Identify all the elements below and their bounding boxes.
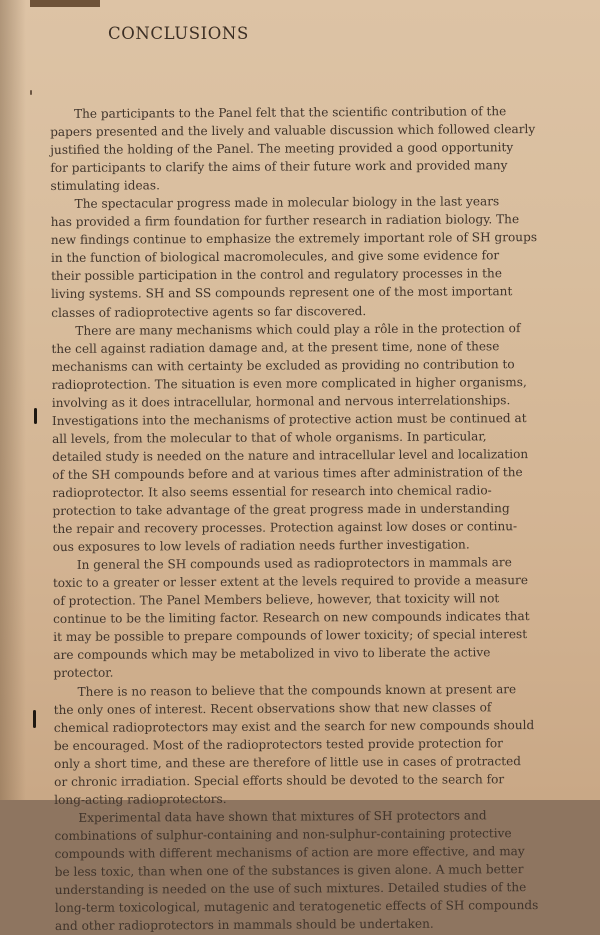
text-line: There are many mechanisms which could play a rôle in the protection of	[75, 320, 521, 338]
text-line: only a short time, and these are therefore of little use in cases of protracted	[53, 753, 522, 771]
text-line: or chronic irradiation. Special efforts should be devoted to the search for	[54, 771, 505, 789]
text-line: stimulating ideas.	[50, 178, 160, 194]
text-line: of the SH compounds before and at various times after administration of the	[52, 465, 523, 482]
paragraph	[50, 102, 576, 195]
text-line: the repair and recovery processes. Protection against low doses or continu-	[52, 519, 518, 537]
text-line: papers presented and the lively and valuable discussion which followed clearly	[50, 122, 536, 140]
text-line: understanding is needed on the use of such mixtures. Detailed studies of the	[54, 880, 527, 898]
page-corner-edge	[30, 0, 100, 7]
text-line: justified the holding of the Panel. The meeting provided a good opportunity	[50, 140, 514, 158]
margin-tick-mark	[30, 90, 32, 95]
text-line: are compounds which may be metabolized in vivo to liberate the active	[53, 645, 491, 663]
text-line: involving as it does intracellular, hormonal and nervous interrelationships.	[51, 392, 511, 410]
text-line: the cell against radiation damage and, at the present time, none of these	[51, 338, 500, 356]
text-line: and other radioprotectors in mammals should be undertaken.	[54, 916, 434, 934]
text-line: In general the SH compounds used as radioprotectors in mammals are	[76, 555, 512, 573]
text-line: compounds with different mechanisms of action are more effective, and may	[54, 844, 525, 861]
text-line: detailed study is needed on the nature and intracellular level and localization	[52, 446, 529, 464]
text-line: for participants to clarify the aims of their future work and provided many	[50, 158, 508, 176]
paragraph	[53, 553, 579, 683]
text-line: be less toxic, than when one of the substances is given alone. A much better	[54, 862, 524, 879]
page-binding-shadow	[0, 0, 26, 800]
text-line: combinations of sulphur-containing and non-sulphur-containing protective	[54, 826, 512, 843]
text-line: the only ones of interest. Recent observations show that new classes of	[53, 699, 492, 717]
text-line: has provided a firm foundation for further research in radiation biology. The	[50, 212, 520, 230]
text-line: long-term toxicological, mutagenic and teratogenetic effects of SH compounds	[54, 898, 539, 916]
text-line: The spectacular progress made in molecular biology in the last years	[74, 194, 500, 212]
text-line: it may be possible to prepare compounds of lower toxicity; of special interest	[53, 627, 528, 645]
paragraph	[54, 806, 580, 935]
text-line: new findings continue to emphasize the extremely important role of SH groups	[50, 230, 538, 248]
text-line: Experimental data have shown that mixtures of SH protectors and	[78, 808, 487, 825]
text-line: ous exposures to low levels of radiation needs further investigation.	[52, 537, 470, 555]
text-line: long-acting radioprotectors.	[54, 791, 227, 807]
text-line: chemical radioprotectors may exist and the search for new compounds should	[53, 717, 535, 735]
text-line: in the function of biological macromolecules, and give some evidence for	[50, 248, 500, 266]
text-line: protection to take advantage of the great progress made in understanding	[52, 501, 510, 519]
section-heading: CONCLUSIONS	[108, 24, 249, 43]
text-line: Investigations into the mechanisms of protective action must be continued at	[51, 410, 527, 428]
paragraph	[54, 679, 580, 809]
text-line: continue to be the limiting factor. Research on new compounds indicates that	[53, 609, 530, 627]
text-line: all levels, from the molecular to that of whole organisms. In particular,	[51, 429, 487, 446]
paragraph	[51, 318, 577, 556]
text-line: their possible participation in the control and regulatory processes in the	[51, 266, 503, 284]
text-line: toxic to a greater or lesser extent at the levels required to provide a measure	[52, 573, 529, 591]
body-text	[50, 102, 580, 935]
text-line: radioprotection. The situation is even more complicated in higher organisms,	[51, 374, 527, 392]
text-line: mechanisms can with certainty be excluded as providing no contribution to	[51, 356, 515, 374]
margin-pen-mark	[34, 408, 37, 424]
text-line: classes of radioprotective agents so far discovered.	[51, 303, 367, 320]
text-line: There is no reason to believe that the compounds known at present are	[77, 681, 517, 699]
text-line: protector.	[53, 666, 114, 681]
paragraph	[51, 192, 577, 322]
text-line: The participants to the Panel felt that the scientific contribution of the	[74, 104, 507, 121]
text-line: radioprotector. It also seems essential for research into chemical radio-	[52, 483, 492, 500]
text-line: be encouraged. Most of the radioprotectors tested provide protection for	[53, 735, 503, 753]
text-line: living systems. SH and SS compounds represent one of the most important	[51, 284, 513, 302]
margin-pen-mark	[33, 710, 36, 728]
text-line: of protection. The Panel Members believe, however, that toxicity will not	[52, 591, 500, 609]
